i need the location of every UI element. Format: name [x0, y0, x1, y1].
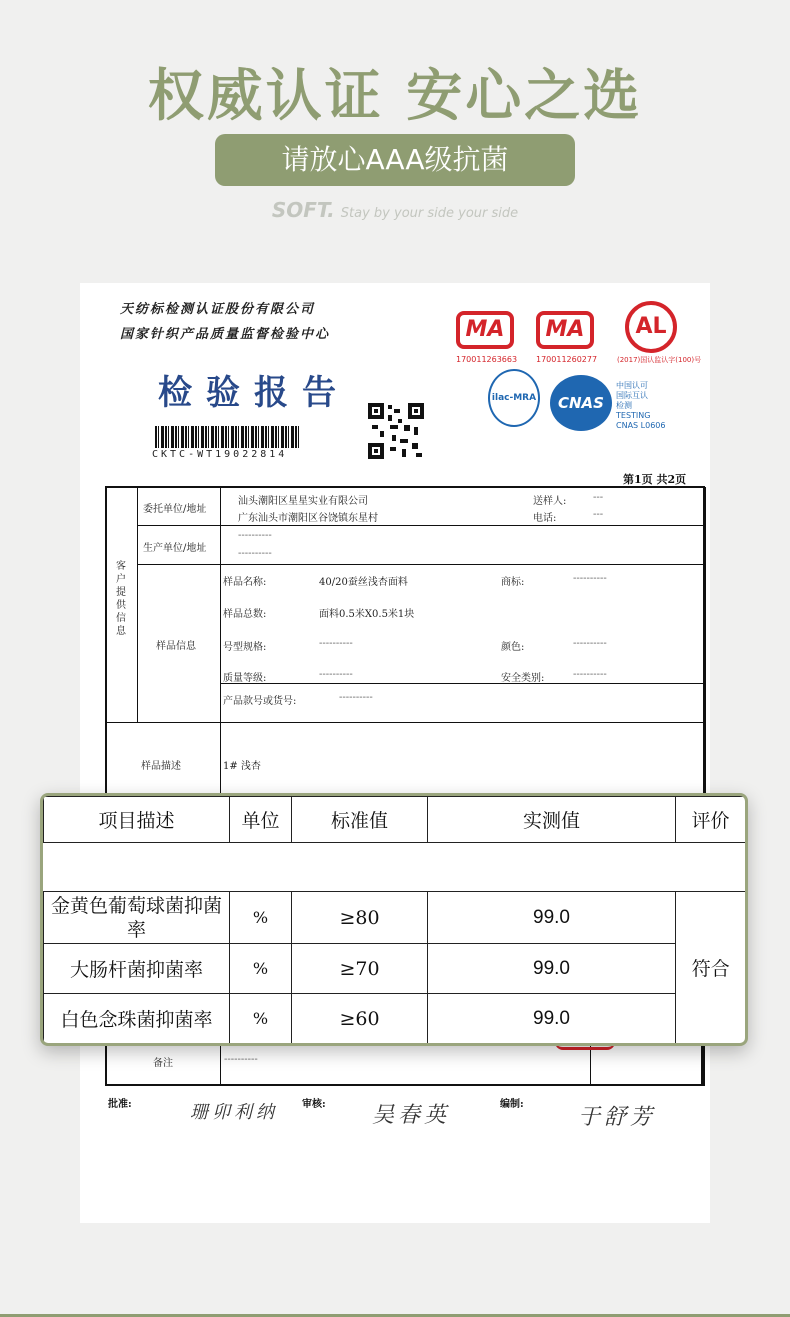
tagline-brand: SOFT. — [271, 198, 335, 222]
client-label: 委托单位/地址 — [143, 504, 207, 515]
cma-number: 170011263663 — [456, 355, 518, 364]
model-label: 号型规格: — [223, 642, 267, 653]
approve-signature: 珊卯利纳 — [190, 1102, 278, 1123]
sample-name: 40/20蚕丝浅杏面料 — [319, 577, 408, 588]
side-label: 客户提供信息 — [116, 561, 126, 637]
safety-value: ---------- — [573, 669, 607, 680]
cnas-caption-line: CNAS L0606 — [616, 421, 666, 430]
standard-cell: ≥80 — [292, 892, 428, 944]
client-value-cell — [220, 487, 706, 526]
brand-label: 商标: — [501, 577, 525, 588]
ilac-mra-logo-icon: ilac-MRA — [488, 369, 540, 427]
producer-value-cell — [220, 525, 706, 565]
blank-row — [44, 843, 746, 892]
remark-label: 备注 — [153, 1058, 173, 1069]
header-unit: 单位 — [230, 797, 292, 843]
table-row — [44, 892, 746, 944]
standard-cell: ≥60 — [292, 994, 428, 1044]
cma-logo-icon: MA — [456, 311, 514, 349]
compile-signature: 于舒芳 — [578, 1105, 657, 1130]
cnas-caption — [616, 381, 665, 431]
desc-label-cell — [106, 722, 221, 802]
safety-label: 安全类别: — [501, 673, 545, 684]
item-cell: 金黄色葡萄球菌抑菌率 — [44, 892, 230, 944]
headline: 权威认证 安心之选 — [147, 64, 643, 129]
unit-cell: % — [230, 994, 292, 1044]
qr-code-icon — [368, 403, 424, 459]
item-no-value: ---------- — [339, 692, 373, 703]
header-verdict: 评价 — [676, 797, 746, 843]
model-value: ---------- — [319, 638, 353, 649]
item-cell: 大肠杆菌抑菌率 — [44, 944, 230, 994]
results-table — [43, 796, 746, 1044]
results-header-row — [44, 797, 746, 843]
header-standard: 标准值 — [292, 797, 428, 843]
unit-cell: % — [230, 944, 292, 994]
org-center: 国家针织产品质量监督检验中心 — [120, 327, 331, 342]
item-no-label: 产品款号或货号: — [223, 696, 297, 707]
page-number: 第1页 共2页 — [623, 473, 687, 486]
client-label-cell — [137, 487, 221, 526]
blank-cell — [44, 843, 746, 892]
grade-value: ---------- — [319, 669, 353, 680]
measured-cell: 99.0 — [428, 892, 676, 944]
sample-count-label: 样品总数: — [223, 609, 267, 620]
measured-cell: 99.0 — [428, 944, 676, 994]
remark-value: ---------- — [224, 1054, 258, 1065]
desc-label: 样品描述 — [141, 761, 181, 772]
sample-info-label-cell — [137, 564, 221, 723]
tagline — [0, 198, 790, 222]
grade-label: 质量等级: — [223, 673, 267, 684]
antibacterial-results-card — [40, 793, 748, 1046]
cal-number: (2017)国认监认字(100)号 — [617, 356, 702, 364]
header-measured: 实测值 — [428, 797, 676, 843]
table-row — [44, 944, 746, 994]
item-no-cell — [220, 683, 706, 723]
sender-value: --- — [593, 492, 604, 503]
cnas-caption-line: 中国认可 — [616, 381, 648, 390]
cnas-caption-line: 检测 — [616, 401, 632, 410]
barcode — [155, 426, 300, 448]
item-cell: 白色念珠菌抑菌率 — [44, 994, 230, 1044]
verdict-cell: 符合 — [676, 892, 746, 1044]
cnas-caption-line: TESTING — [616, 411, 651, 420]
client-name: 汕头潮阳区星星实业有限公司 — [238, 496, 368, 507]
producer-value: ---------- — [238, 530, 272, 541]
producer-label-cell — [137, 525, 221, 565]
standard-cell: ≥70 — [292, 944, 428, 994]
tagline-text: Stay by your side your side — [340, 206, 519, 221]
barcode-number: CKTC-WT19022814 — [152, 449, 288, 460]
phone-label: 电话: — [533, 513, 557, 524]
header-item: 项目描述 — [44, 797, 230, 843]
cnas-logo-icon: CNAS — [550, 375, 612, 431]
side-label-cell — [106, 487, 138, 723]
approve-label: 批准: — [108, 1099, 132, 1110]
phone-value: --- — [593, 509, 604, 520]
sample-name-label: 样品名称: — [223, 577, 267, 588]
cal-logo-icon: AL — [625, 301, 677, 353]
report-title: 检验报告 — [158, 373, 350, 413]
producer-value: ---------- — [238, 548, 272, 559]
sample-count: 面料0.5米X0.5米1块 — [319, 609, 415, 620]
compile-label: 编制: — [500, 1099, 524, 1110]
unit-cell: % — [230, 892, 292, 944]
brand-value: ---------- — [573, 573, 607, 584]
color-value: ---------- — [573, 638, 607, 649]
review-label: 审核: — [302, 1099, 326, 1110]
measured-cell: 99.0 — [428, 994, 676, 1044]
org-name: 天纺标检测认证股份有限公司 — [120, 302, 316, 317]
grade-pill: 请放心AAA级抗菌 — [215, 134, 575, 186]
cnas-caption-line: 国际互认 — [616, 391, 648, 400]
cma-logo-icon: MA — [536, 311, 594, 349]
table-row — [44, 994, 746, 1044]
desc-value: 1# 浅杏 — [223, 761, 261, 772]
producer-label: 生产单位/地址 — [143, 543, 207, 554]
client-address: 广东汕头市潮阳区谷饶镇东星村 — [238, 513, 378, 524]
sample-info-cell — [220, 564, 706, 684]
sample-info-label: 样品信息 — [156, 641, 196, 652]
sender-label: 送样人: — [533, 496, 567, 507]
color-label: 颜色: — [501, 642, 525, 653]
desc-value-cell — [220, 722, 706, 802]
remark-row — [105, 1044, 703, 1086]
review-signature: 吴春英 — [372, 1103, 451, 1128]
cma-number: 170011260277 — [536, 355, 598, 364]
